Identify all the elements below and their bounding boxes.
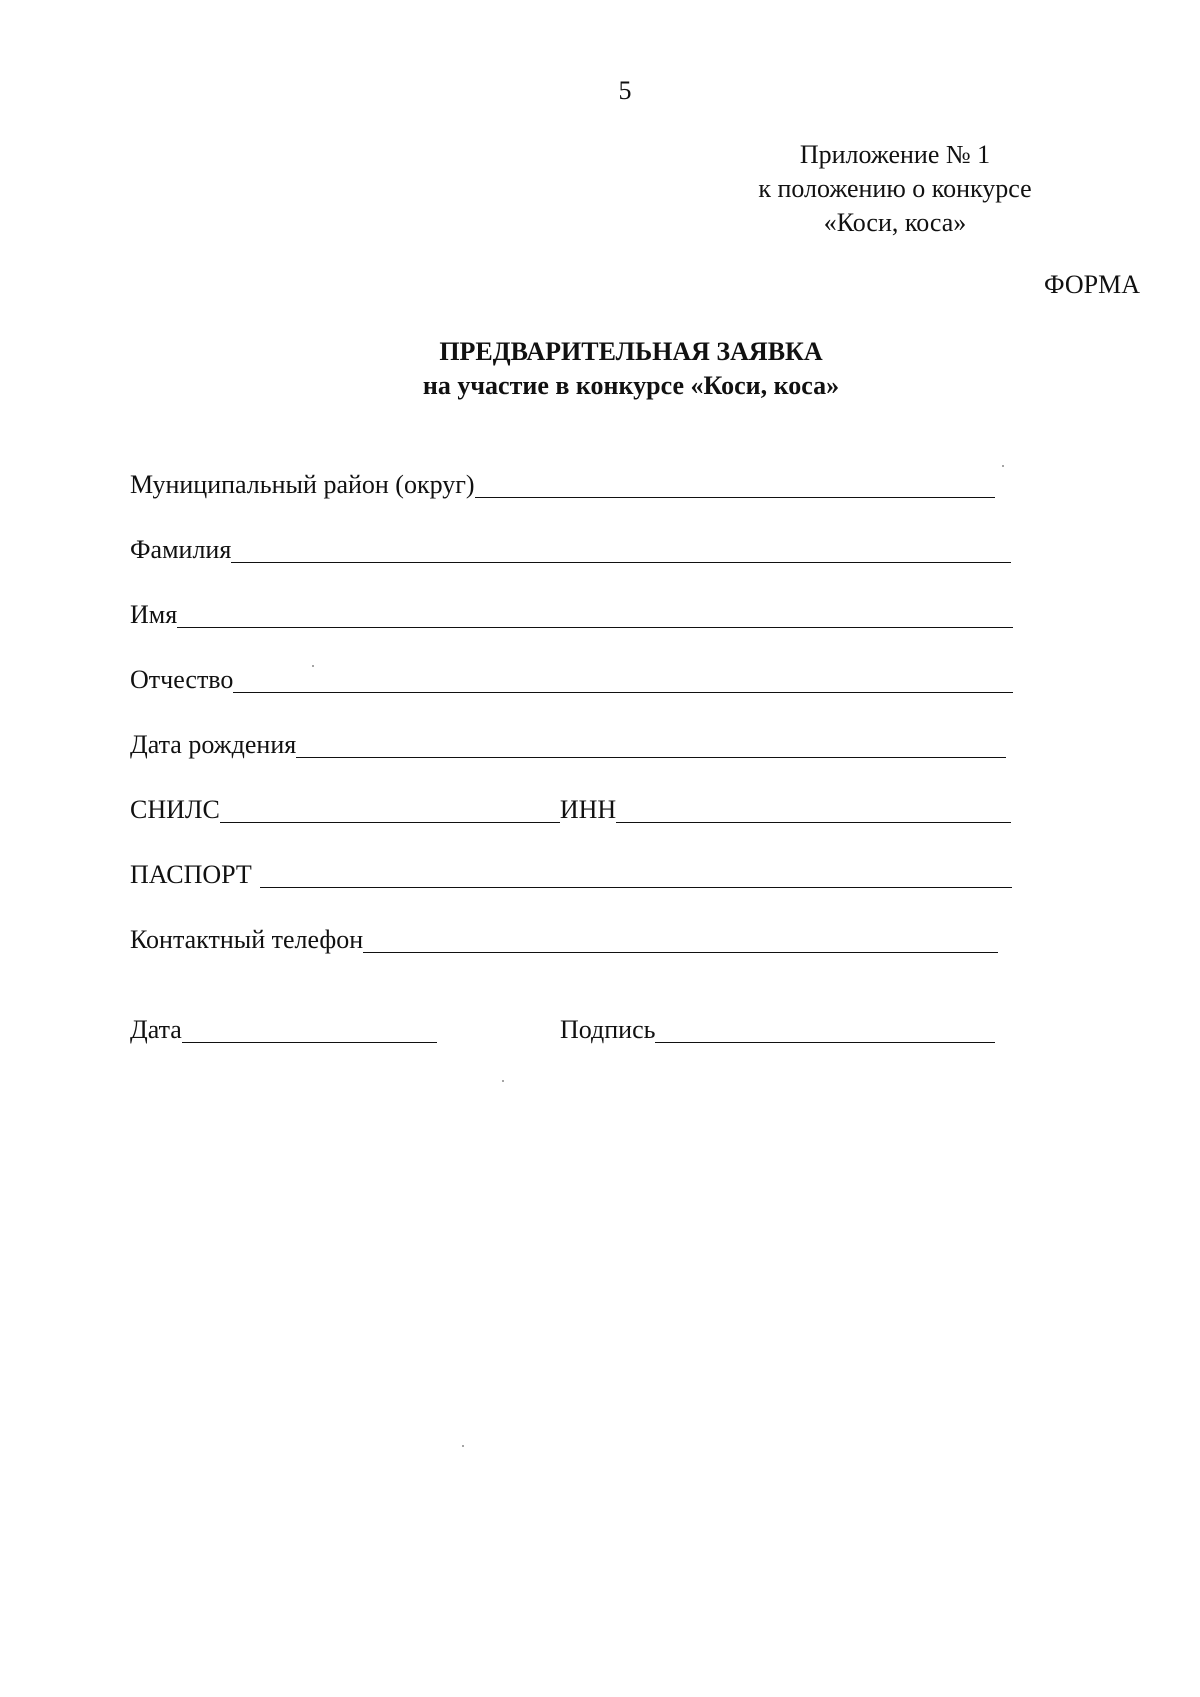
phone-label: Контактный телефон [130,925,364,954]
field-name [130,590,1013,630]
surname-label: Фамилия [130,535,232,564]
field-date [130,1005,437,1045]
title-line-2: на участие в конкурсе «Коси, коса» [422,371,840,400]
signature-label: Подпись [560,1015,656,1044]
scan-speck [502,1080,504,1082]
document-title [0,335,1200,403]
appendix-line-3: «Коси, коса» [823,208,967,237]
field-district [130,460,995,500]
appendix-line-1: Приложение № 1 [799,140,991,169]
field-birth-date [130,720,1006,760]
snils-blank-line[interactable] [220,794,560,823]
field-phone [130,915,998,955]
inn-label: ИНН [559,795,617,824]
district-blank-line[interactable] [475,469,995,498]
birth-date-label: Дата рождения [130,730,297,759]
page-number: 5 [618,76,632,105]
field-snils-inn [130,785,1011,825]
field-passport [130,850,1012,890]
scan-speck [462,1445,464,1447]
appendix-line-2: к положению о конкурсе [758,174,1032,203]
passport-label: ПАСПОРТ [130,860,252,889]
appendix-note [700,138,1090,240]
passport-blank-line[interactable] [260,859,1012,888]
date-blank-line[interactable] [182,1014,437,1043]
snils-label: СНИЛС [130,795,220,824]
field-signature [560,1005,995,1045]
patronymic-label: Отчество [130,665,234,694]
district-label: Муниципальный район (округ) [130,470,475,499]
patronymic-blank-line[interactable] [233,664,1013,693]
signature-blank-line[interactable] [655,1014,995,1043]
field-patronymic [130,655,1013,695]
name-blank-line[interactable] [177,599,1013,628]
title-line-1: ПРЕДВАРИТЕЛЬНАЯ ЗАЯВКА [439,337,823,366]
date-label: Дата [130,1015,182,1044]
field-surname [130,525,1011,565]
surname-blank-line[interactable] [231,534,1011,563]
inn-blank-line[interactable] [616,794,1011,823]
phone-blank-line[interactable] [363,924,998,953]
name-label: Имя [130,600,178,629]
scan-speck [1002,465,1004,467]
birth-date-blank-line[interactable] [296,729,1006,758]
scan-speck [312,665,314,667]
form-label: ФОРМА [1044,270,1140,299]
